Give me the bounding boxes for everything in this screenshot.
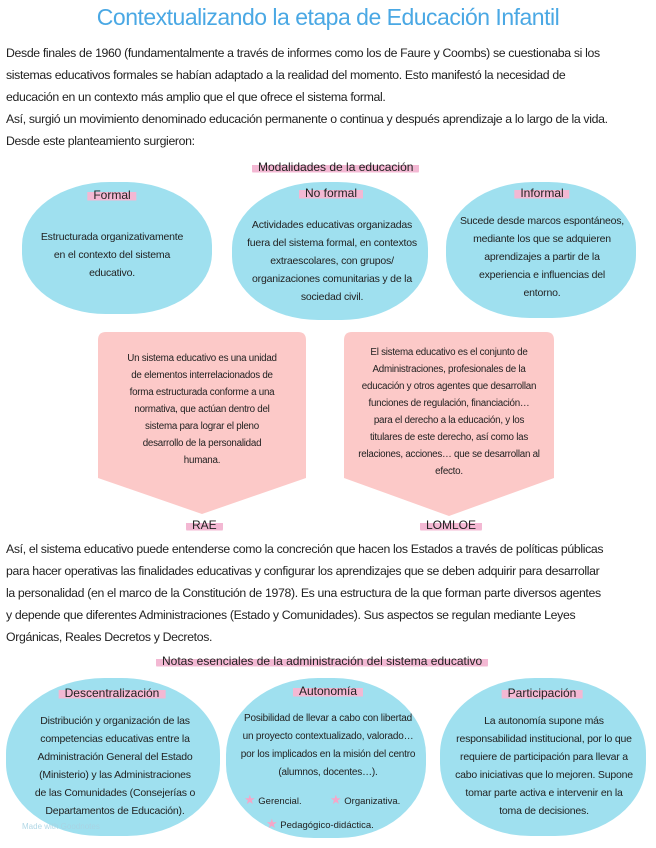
- text-line: Posibilidad de llevar a cabo con libertad: [243, 713, 413, 724]
- autonomia-description: [226, 710, 430, 782]
- text-line: Un sistema educativo es una unidad: [127, 353, 277, 364]
- text-line: Distribución y organización de las: [40, 715, 190, 727]
- text-line: extraescolares, con grupos/: [270, 255, 394, 267]
- body-line: Así, el sistema educativo puede entenderse como la concreción que hacen los Estados a través de políticas públicas: [6, 542, 604, 556]
- text-line: Sucede desde marcos espontáneos,: [459, 215, 625, 227]
- autonomia-subitem-gerencial: [244, 792, 302, 808]
- text-line: de elementos interrelacionados de: [131, 370, 273, 381]
- subitem-label: Organizativa.: [344, 796, 401, 807]
- body-paragraph: [6, 538, 648, 648]
- star-icon: ★: [330, 792, 342, 807]
- text-line: Administraciones, profesionales de la: [372, 364, 526, 375]
- intro-line: Desde finales de 1960 (fundamentalmente a través de informes como los de Faure y Coombs) se cuestionaba si los: [6, 46, 600, 60]
- rae-label: RAE: [186, 518, 223, 532]
- text-line: (alumnos, docentes…).: [278, 767, 378, 778]
- text-line: toma de decisiones.: [499, 805, 589, 817]
- text-line: entorno.: [523, 287, 561, 299]
- text-line: organizaciones comunitarias y de la: [252, 273, 412, 285]
- text-line: por los implicados en la misión del centro: [240, 749, 416, 760]
- text-line: aprendizajes a partir de la: [484, 251, 600, 263]
- text-line: un proyecto contextualizado, valorado…: [242, 731, 414, 742]
- intro-line: educación en un contexto más amplio que el que ofrece el sistema formal.: [6, 90, 386, 104]
- text-line: titulares de este derecho, así como las: [370, 432, 528, 443]
- text-line: mediante los que se adquieren: [473, 233, 611, 245]
- text-line: El sistema educativo es el conjunto de: [370, 347, 528, 358]
- text-line: Actividades educativas organizadas: [251, 219, 413, 231]
- text-line: desarrollo de la personalidad: [142, 438, 262, 449]
- formal-description: [22, 228, 202, 282]
- text-line: La autonomía supone más: [484, 715, 604, 727]
- text-line: responsabilidad institucional, por lo que: [456, 733, 632, 745]
- text-line: Administración General del Estado: [37, 751, 193, 763]
- notas-heading: Notas esenciales de la administración del sistema educativo: [156, 654, 488, 668]
- text-line: para el derecho a la educación, y los: [373, 415, 525, 426]
- subitem-label: Gerencial.: [258, 796, 302, 807]
- informal-description: [446, 212, 638, 302]
- text-line: sistema para lograr el pleno: [145, 421, 259, 432]
- intro-paragraph: [6, 42, 648, 152]
- body-line: Orgánicas, Reales Decretos y Decretos.: [6, 630, 213, 644]
- lomloe-definition: [344, 344, 554, 480]
- intro-line: Desde este planteamiento surgieron:: [6, 134, 195, 148]
- descentralizacion-label: Descentralización: [59, 686, 166, 700]
- autonomia-label: Autonomía: [293, 684, 363, 698]
- autonomia-subitem-pedagogico: [266, 816, 374, 832]
- rae-definition: [100, 350, 304, 469]
- no-formal-label: No formal: [299, 186, 363, 200]
- text-line: cabo iniciativas que lo mejoren. Supone: [455, 769, 633, 781]
- no-formal-description: [232, 216, 432, 306]
- intro-line: Así, surgió un movimiento denominado educación permanente o continua y después aprendizaje a lo largo de la vida.: [6, 112, 608, 126]
- text-line: Estructurada organizativamente: [40, 231, 184, 243]
- text-line: efecto.: [435, 466, 463, 477]
- text-line: Departamentos de Educación).: [45, 805, 185, 817]
- text-line: sociedad civil.: [300, 291, 364, 303]
- body-line: para hacer operativas las finalidades educativas y configurar los aprendizajes que se deben adquirir para desarrollar: [6, 564, 600, 578]
- text-line: de las Comunidades (Consejerías o: [34, 787, 196, 799]
- lomloe-label: LOMLOE: [420, 518, 482, 532]
- text-line: funciones de regulación, financiación…: [368, 398, 530, 409]
- text-line: normativa, que actúan dentro del: [134, 404, 270, 415]
- text-line: competencias educativas entre la: [40, 733, 190, 745]
- text-line: experiencia e influencias del: [478, 269, 606, 281]
- body-line: la personalidad (en el marco de la Constitución de 1978). Es una estructura de la que forman parte diversos agentes: [6, 586, 601, 600]
- autonomia-subitem-organizativa: [330, 792, 400, 808]
- star-icon: ★: [244, 792, 256, 807]
- text-line: fuera del sistema formal, en contextos: [247, 237, 417, 249]
- text-line: tomar parte activa e intervenir en la: [465, 787, 623, 799]
- text-line: (Ministerio) y las Administraciones: [39, 769, 191, 781]
- participacion-description: [442, 712, 646, 820]
- goodnotes-watermark: Made with Goodnotes: [22, 822, 100, 831]
- text-line: en el contexto del sistema: [53, 249, 171, 261]
- page-title: Contextualizando la etapa de Educación Infantil: [96, 4, 560, 30]
- text-line: humana.: [183, 455, 221, 466]
- text-line: requiere de participación para llevar a: [460, 751, 628, 763]
- intro-line: sistemas educativos formales se habían adaptado a la realidad del momento. Esto manifestó la necesidad de: [6, 68, 566, 82]
- text-line: forma estructurada conforme a una: [129, 387, 275, 398]
- participacion-label: Participación: [502, 686, 583, 700]
- star-icon: ★: [266, 816, 278, 831]
- informal-label: Informal: [514, 186, 569, 200]
- body-line: y depende que diferentes Administraciones (Estado y Comunidades). Sus aspectos se regulan mediante Leyes: [6, 608, 576, 622]
- descentralizacion-description: [10, 712, 220, 820]
- text-line: relaciones, acciones… que se desarrollan al: [358, 449, 540, 460]
- modalidades-heading: Modalidades de la educación: [252, 160, 419, 174]
- text-line: educación y otros agentes que desarrollan: [361, 381, 537, 392]
- formal-label: Formal: [87, 188, 136, 202]
- text-line: educativo.: [89, 267, 135, 279]
- subitem-label: Pedagógico-didáctica.: [280, 820, 374, 831]
